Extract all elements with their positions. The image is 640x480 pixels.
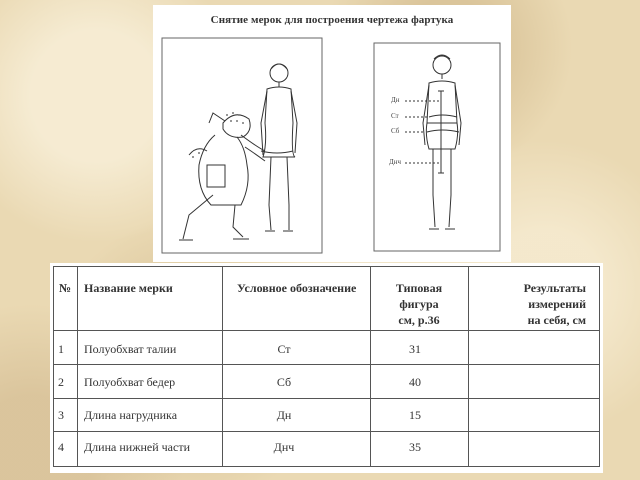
row-name: Полуобхват бедер — [84, 375, 176, 389]
table-border-right — [599, 266, 600, 467]
row-name: Длина нижней части — [84, 440, 191, 454]
col-divider — [370, 266, 371, 467]
header-typical-line3: см, р.36 — [398, 313, 440, 327]
kneeling-woman-figure — [179, 113, 265, 240]
row-symbol: Ст — [277, 342, 291, 356]
label-dnch: Днч — [389, 158, 402, 166]
row-num: 3 — [58, 408, 64, 422]
row-symbol: Сб — [276, 375, 292, 389]
row-typical: 15 — [409, 408, 421, 422]
row-name: Длина нагрудника — [84, 408, 178, 422]
row-divider — [53, 398, 600, 399]
measurements-table — [50, 263, 603, 473]
table-border-top — [53, 266, 600, 267]
label-dn: Дн — [391, 96, 400, 104]
col-divider — [77, 266, 78, 467]
header-result-line1: Результаты — [523, 281, 586, 295]
col-divider — [468, 266, 469, 467]
dotted-pattern — [192, 112, 244, 158]
row-divider — [53, 431, 600, 432]
row-num: 2 — [58, 375, 64, 389]
table-border-left — [53, 266, 54, 467]
tape-measure — [261, 151, 293, 153]
right-frame — [374, 43, 500, 251]
label-sb: Сб — [391, 127, 400, 135]
table-border-bottom — [53, 466, 600, 467]
row-typical: 31 — [409, 342, 421, 356]
header-num: № — [59, 281, 72, 295]
row-num: 1 — [58, 342, 64, 356]
col-divider — [222, 266, 223, 467]
label-st: Ст — [391, 112, 399, 120]
row-typical: 35 — [409, 440, 421, 454]
row-symbol: Днч — [273, 440, 295, 454]
row-divider — [53, 330, 600, 331]
front-figure — [423, 55, 461, 229]
illustration-panel — [153, 5, 511, 262]
header-name: Название мерки — [84, 281, 173, 295]
header-result-line3: на себя, см — [527, 313, 586, 327]
row-name: Полуобхват талии — [84, 342, 177, 356]
header-result-line2: измерений — [528, 297, 586, 311]
row-typical: 40 — [409, 375, 421, 389]
row-divider — [53, 364, 600, 365]
standing-girl-figure — [261, 64, 297, 231]
row-symbol: Дн — [276, 408, 292, 422]
header-symbol: Условное обозначение — [237, 281, 357, 295]
measurement-illustration — [153, 5, 511, 262]
figure-title: Снятие мерок для построения чертежа фартука — [210, 14, 454, 26]
header-typical-line2: фигура — [399, 297, 439, 311]
row-num: 4 — [58, 440, 64, 454]
header-typical-line1: Типовая — [395, 281, 443, 295]
